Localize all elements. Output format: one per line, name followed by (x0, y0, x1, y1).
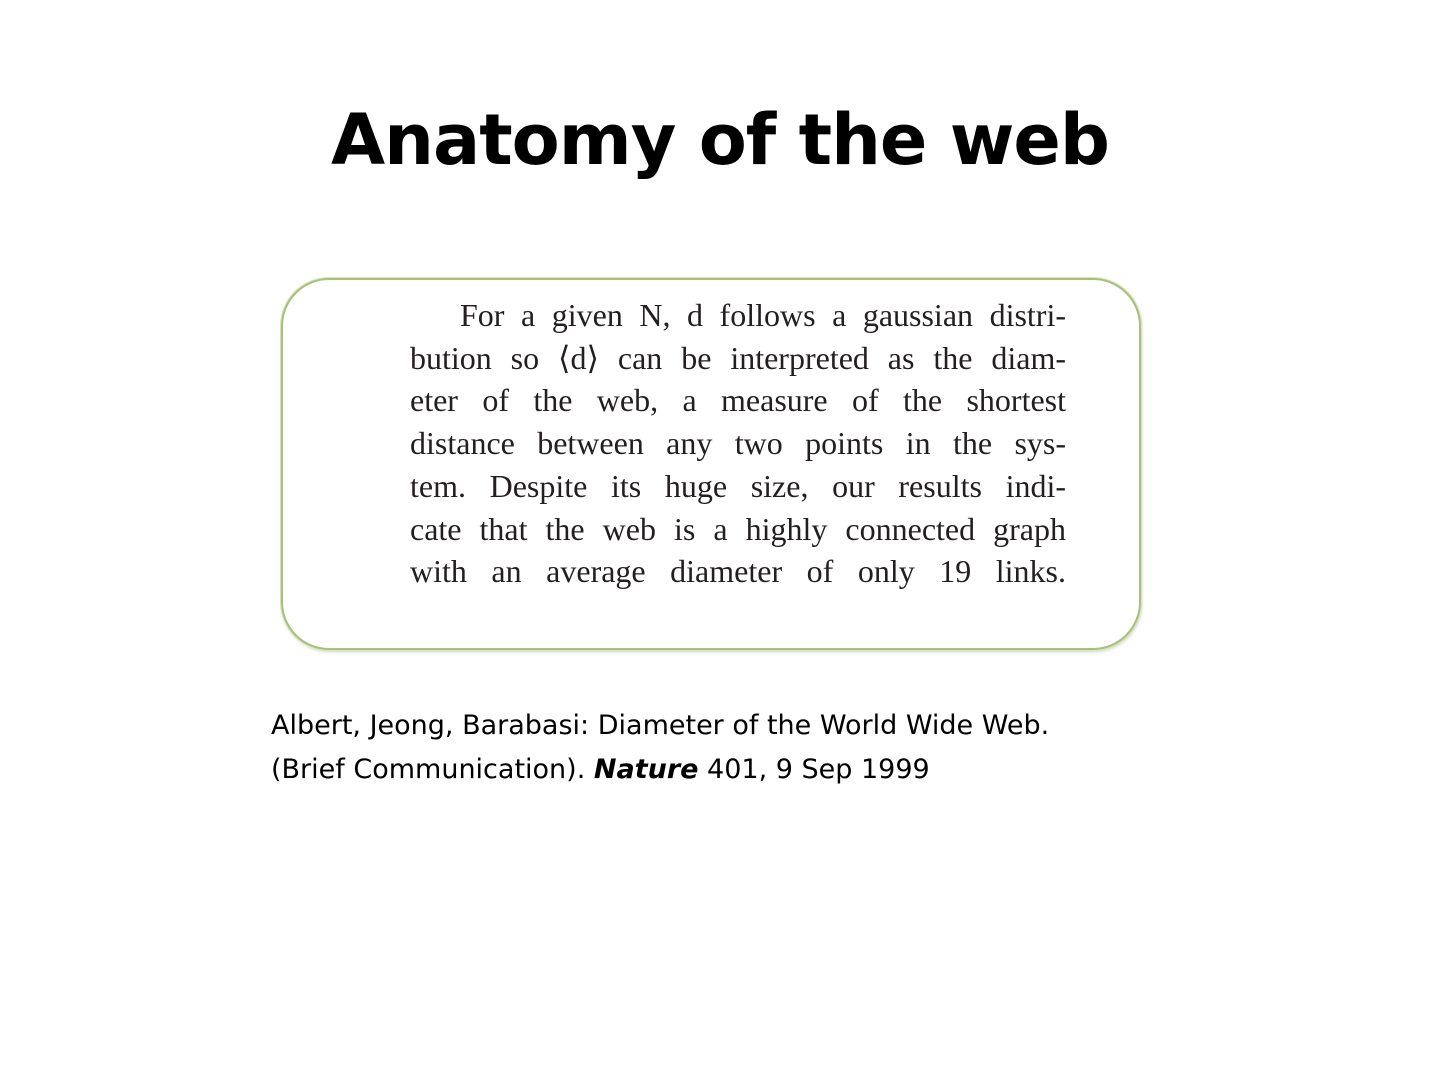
quote-excerpt (410, 294, 1066, 593)
quote-line: For a given N, d follows a gaussian distri- (460, 297, 1066, 333)
quote-line: bution so ⟨d⟩ can be interpreted as the diam- (410, 339, 1066, 376)
citation (271, 704, 1171, 792)
quote-line: tem. Despite its huge size, our results indi- (410, 467, 1066, 504)
quote-line: distance between any two points in the sys- (410, 425, 1066, 462)
citation-type: (Brief Communication). (271, 754, 594, 785)
quote-line: eter of the web, a measure of the shortest (410, 382, 1066, 419)
citation-journal: Nature (593, 754, 699, 785)
slide-title: Anatomy of the web (330, 99, 1110, 181)
quote-line: cate that the web is a highly connected graph (410, 510, 1066, 547)
citation-volume-date: 401, 9 Sep 1999 (698, 754, 930, 785)
citation-authors-title: Albert, Jeong, Barabasi: Diameter of the World Wide Web. (271, 710, 1050, 741)
quote-line: with an average diameter of only 19 links. (410, 553, 1066, 590)
